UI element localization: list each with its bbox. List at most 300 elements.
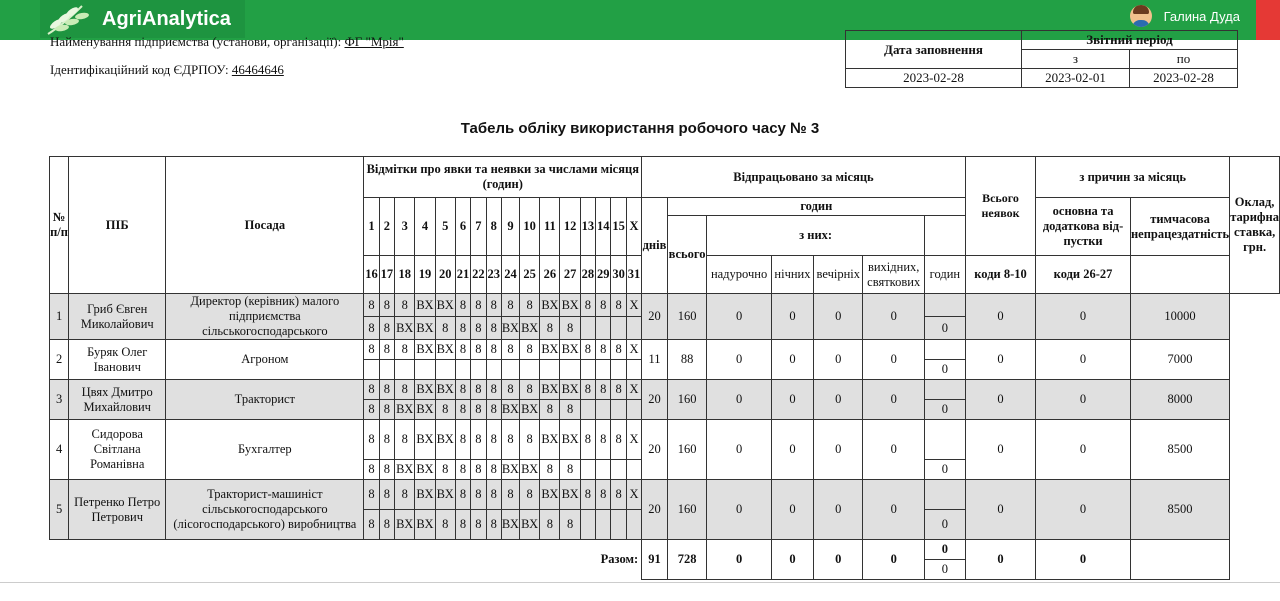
day-mark (611, 510, 626, 540)
day-mark: 8 (596, 480, 611, 510)
day-mark: ВХ (560, 420, 580, 460)
salary: 8000 (1130, 380, 1229, 420)
day-mark: 8 (486, 340, 501, 360)
totals-salary (1130, 540, 1229, 580)
day-mark (580, 317, 595, 340)
day-mark (580, 360, 595, 380)
page-divider (0, 582, 1280, 583)
worked-total: 160 (667, 380, 706, 420)
day-21: 21 (455, 256, 470, 294)
day-mark: 8 (364, 380, 379, 400)
day-mark: ВХ (540, 420, 560, 460)
day-5: 5 (435, 198, 455, 256)
logout-button[interactable] (1256, 0, 1280, 40)
totals-evening: 0 (814, 540, 863, 580)
day-mark: 8 (455, 294, 470, 317)
day-mark: 8 (471, 380, 486, 400)
vacation-days: 0 (965, 294, 1035, 340)
totals-vacation: 0 (965, 540, 1035, 580)
page-title: Табель обліку використання робочого часу № 3 (460, 120, 820, 137)
day-mark: 8 (611, 420, 626, 460)
day-mark: 8 (540, 317, 560, 340)
day-3: 3 (395, 198, 415, 256)
day-mark: 8 (596, 380, 611, 400)
col-night: нічних (771, 256, 813, 294)
day-mark: 8 (580, 294, 595, 317)
day-mark (415, 360, 435, 380)
absent-days: 0 (924, 317, 965, 340)
col-hours: годин (667, 198, 965, 216)
totals-total: 728 (667, 540, 706, 580)
day-mark: 8 (455, 460, 470, 480)
row-num: 4 (50, 420, 69, 480)
day-mark: ВХ (501, 317, 519, 340)
col-marks: Відмітки про явки та неявки за числами місяця (годин) (364, 157, 642, 198)
day-mark: 8 (519, 340, 539, 360)
day-mark: ВХ (415, 317, 435, 340)
absent-hours (924, 340, 965, 360)
totals-overtime: 0 (707, 540, 772, 580)
user-name: Галина Дуда (1163, 8, 1240, 24)
col-evening: вечірніх (814, 256, 863, 294)
day-mark: 8 (596, 340, 611, 360)
day-mark: 8 (435, 400, 455, 420)
day-mark: 8 (471, 510, 486, 540)
day-mark: 8 (471, 317, 486, 340)
day-mark: 8 (364, 510, 379, 540)
day-29: 29 (596, 256, 611, 294)
day-mark: 8 (486, 510, 501, 540)
row-num: 3 (50, 380, 69, 420)
day-mark: 8 (455, 480, 470, 510)
day-mark: ВХ (560, 340, 580, 360)
worked-overtime: 0 (707, 420, 772, 480)
day-mark (471, 360, 486, 380)
table-row (50, 340, 1280, 360)
day-mark: 8 (471, 294, 486, 317)
day-28: 28 (580, 256, 595, 294)
day-mark: 8 (455, 510, 470, 540)
worked-total: 160 (667, 294, 706, 340)
day-mark: 8 (395, 480, 415, 510)
day-mark (626, 317, 641, 340)
worked-evening: 0 (814, 480, 863, 540)
day-19: 19 (415, 256, 435, 294)
employee-position: Директор (керівник) малого підприємства сільськогосподарського (166, 294, 364, 340)
day-mark: ВХ (560, 480, 580, 510)
day-mark: ВХ (395, 317, 415, 340)
day-mark: 8 (364, 400, 379, 420)
col-salary: Оклад, тарифна ставка, грн. (1230, 157, 1280, 294)
day-mark: 8 (471, 340, 486, 360)
day-13: 13 (580, 198, 595, 256)
day-mark: 8 (379, 294, 394, 317)
employee-name: Цвях Дмитро Михайлович (69, 380, 166, 420)
totals-sick: 0 (1036, 540, 1131, 580)
day-mark (560, 360, 580, 380)
day-mark: 8 (379, 400, 394, 420)
day-14: 14 (596, 198, 611, 256)
worked-evening: 0 (814, 380, 863, 420)
table-row (50, 420, 1280, 460)
day-25: 25 (519, 256, 539, 294)
day-20: 20 (435, 256, 455, 294)
day-22: 22 (471, 256, 486, 294)
worked-weekend: 0 (863, 480, 924, 540)
day-mark (611, 460, 626, 480)
day-mark: ВХ (435, 480, 455, 510)
absent-days: 0 (924, 460, 965, 480)
day-7: 7 (471, 198, 486, 256)
day-x: Х (626, 198, 641, 256)
day-mark (580, 510, 595, 540)
day-2: 2 (379, 198, 394, 256)
day-mark: 8 (519, 420, 539, 460)
day-mark: ВХ (560, 294, 580, 317)
employee-position: Агроном (166, 340, 364, 380)
day-mark: Х (626, 480, 641, 510)
day-mark: 8 (580, 380, 595, 400)
totals-days: 91 (642, 540, 668, 580)
day-mark: 8 (560, 510, 580, 540)
day-mark: 8 (580, 340, 595, 360)
worked-days: 20 (642, 420, 668, 480)
fill-date-label: Дата заповнення (846, 31, 1022, 69)
day-mark: 8 (501, 340, 519, 360)
day-mark: 8 (471, 480, 486, 510)
app-name: AgriAnalytica (102, 7, 231, 30)
org-code-line (50, 62, 284, 78)
org-code-label: Ідентифікаційний код ЄДРПОУ: (50, 62, 229, 77)
from-label: з (1022, 50, 1130, 69)
worked-days: 11 (642, 340, 668, 380)
day-mark: 8 (611, 294, 626, 317)
employee-position: Тракторист (166, 380, 364, 420)
wheat-logo-icon (42, 2, 98, 36)
day-mark (611, 400, 626, 420)
day-mark (580, 400, 595, 420)
period-from-value: 2023-02-01 (1022, 69, 1130, 88)
day-mark: 8 (596, 420, 611, 460)
worked-total: 160 (667, 420, 706, 480)
col-vacation: основна та додаткова від-пустки (1036, 198, 1131, 256)
day-mark: ВХ (540, 340, 560, 360)
day-mark: 8 (455, 420, 470, 460)
day-mark: ВХ (415, 400, 435, 420)
row-num: 5 (50, 480, 69, 540)
day-mark: ВХ (501, 460, 519, 480)
day-mark: ВХ (395, 510, 415, 540)
day-mark (626, 510, 641, 540)
day-mark: 8 (611, 380, 626, 400)
worked-evening: 0 (814, 420, 863, 480)
day-11: 11 (540, 198, 560, 256)
day-mark: 8 (560, 460, 580, 480)
day-mark: 8 (379, 420, 394, 460)
worked-overtime: 0 (707, 480, 772, 540)
worked-days: 20 (642, 294, 668, 340)
worked-night: 0 (771, 480, 813, 540)
day-30: 30 (611, 256, 626, 294)
day-mark: 8 (540, 460, 560, 480)
worked-total: 88 (667, 340, 706, 380)
totals-absent-days: 0 (924, 560, 965, 580)
absent-hours (924, 420, 965, 460)
day-mark: 8 (455, 317, 470, 340)
day-8: 8 (486, 198, 501, 256)
day-mark (611, 317, 626, 340)
day-mark (596, 460, 611, 480)
app-logo[interactable] (40, 0, 245, 38)
day-18: 18 (395, 256, 415, 294)
day-mark: 8 (364, 480, 379, 510)
day-mark: 8 (580, 480, 595, 510)
salary: 10000 (1130, 294, 1229, 340)
col-num: № п/п (50, 157, 69, 294)
day-mark: ВХ (560, 380, 580, 400)
worked-overtime: 0 (707, 380, 772, 420)
day-mark: 8 (471, 420, 486, 460)
org-name-label: Найменування підприємства (установи, організації): (50, 34, 342, 49)
salary: 8500 (1130, 420, 1229, 480)
day-mark: ВХ (415, 294, 435, 317)
vacation-days: 0 (965, 340, 1035, 380)
col-days: днів (642, 198, 668, 294)
day-mark: ВХ (519, 460, 539, 480)
day-mark: 8 (395, 380, 415, 400)
day-mark (519, 360, 539, 380)
day-15: 15 (611, 198, 626, 256)
day-26: 26 (540, 256, 560, 294)
day-mark: 8 (560, 317, 580, 340)
day-mark: 8 (596, 294, 611, 317)
report-period-label: Звітний період (1022, 31, 1238, 50)
totals-absent-hours: 0 (924, 540, 965, 560)
absent-days: 0 (924, 400, 965, 420)
day-mark: ВХ (435, 420, 455, 460)
day-mark: 8 (519, 380, 539, 400)
day-mark: 8 (455, 340, 470, 360)
timesheet-table (49, 156, 1280, 580)
day-mark: 8 (486, 420, 501, 460)
period-to-value: 2023-02-28 (1130, 69, 1238, 88)
day-mark (379, 360, 394, 380)
employee-name: Сидорова Світлана Романівна (69, 420, 166, 480)
col-name: ПІБ (69, 157, 166, 294)
day-mark (626, 400, 641, 420)
worked-weekend: 0 (863, 380, 924, 420)
day-mark (626, 460, 641, 480)
day-mark (395, 360, 415, 380)
absent-days: 0 (924, 510, 965, 540)
vacation-days: 0 (965, 480, 1035, 540)
sick-days: 0 (1036, 480, 1131, 540)
avatar (1130, 5, 1152, 27)
day-mark: ВХ (540, 380, 560, 400)
day-mark: 8 (379, 510, 394, 540)
col-vacation-codes: коди 8-10 (965, 256, 1035, 294)
day-mark (501, 360, 519, 380)
day-mark: 8 (435, 510, 455, 540)
worked-night: 0 (771, 294, 813, 340)
day-mark: 8 (379, 317, 394, 340)
day-mark: 8 (379, 460, 394, 480)
day-mark: 8 (611, 340, 626, 360)
table-row (50, 294, 1280, 317)
user-menu[interactable] (1130, 3, 1240, 29)
day-mark (596, 510, 611, 540)
day-mark: 8 (364, 460, 379, 480)
day-mark: 8 (486, 400, 501, 420)
day-mark (596, 317, 611, 340)
worked-days: 20 (642, 480, 668, 540)
col-position: Посада (166, 157, 364, 294)
worked-days: 20 (642, 380, 668, 420)
employee-name: Петренко Петро Петрович (69, 480, 166, 540)
day-mark (611, 360, 626, 380)
employee-name: Буряк Олег Іванович (69, 340, 166, 380)
totals-night: 0 (771, 540, 813, 580)
totals-weekend: 0 (863, 540, 924, 580)
day-mark: ВХ (501, 400, 519, 420)
day-mark: 8 (501, 380, 519, 400)
day-mark: 8 (455, 380, 470, 400)
salary: 8500 (1130, 480, 1229, 540)
day-mark: ВХ (395, 400, 415, 420)
worked-night: 0 (771, 340, 813, 380)
employee-position: Тракторист-машиніст сільськогосподарського (лісогосподарського) виробництва (166, 480, 364, 540)
day-mark: ВХ (501, 510, 519, 540)
day-mark (580, 460, 595, 480)
day-mark: ВХ (519, 510, 539, 540)
day-mark: Х (626, 294, 641, 317)
day-31: 31 (626, 256, 641, 294)
day-mark (626, 360, 641, 380)
row-num: 2 (50, 340, 69, 380)
day-mark: 8 (519, 294, 539, 317)
table-row (50, 480, 1280, 510)
day-mark (596, 360, 611, 380)
col-sick: тимчасова непрацездатність (1130, 198, 1229, 256)
worked-evening: 0 (814, 294, 863, 340)
worked-total: 160 (667, 480, 706, 540)
sick-days: 0 (1036, 340, 1131, 380)
day-mark: 8 (395, 294, 415, 317)
day-mark: 8 (471, 400, 486, 420)
absent-hours (924, 294, 965, 317)
day-mark: 8 (486, 294, 501, 317)
worked-night: 0 (771, 420, 813, 480)
org-name-value: ФГ "Мрія" (344, 34, 404, 49)
col-total: всього (667, 216, 706, 294)
day-mark (486, 360, 501, 380)
day-mark: 8 (379, 380, 394, 400)
day-mark: ВХ (415, 460, 435, 480)
day-17: 17 (379, 256, 394, 294)
day-mark: ВХ (415, 340, 435, 360)
day-mark: ВХ (435, 340, 455, 360)
day-mark: 8 (560, 400, 580, 420)
day-mark: Х (626, 380, 641, 400)
sick-days: 0 (1036, 420, 1131, 480)
employee-position: Бухгалтер (166, 420, 364, 480)
table-row (50, 380, 1280, 400)
day-mark: 8 (471, 460, 486, 480)
day-mark: 8 (486, 380, 501, 400)
day-mark: 8 (580, 420, 595, 460)
day-mark (435, 360, 455, 380)
day-mark: 8 (540, 510, 560, 540)
day-10: 10 (519, 198, 539, 256)
day-mark: ВХ (415, 420, 435, 460)
day-mark: 8 (501, 294, 519, 317)
day-mark: ВХ (415, 380, 435, 400)
day-6: 6 (455, 198, 470, 256)
day-1: 1 (364, 198, 379, 256)
col-sick-codes: коди 26-27 (1036, 256, 1131, 294)
day-mark: 8 (364, 317, 379, 340)
vacation-days: 0 (965, 380, 1035, 420)
day-mark: 8 (395, 420, 415, 460)
org-name-line (50, 34, 404, 50)
worked-weekend: 0 (863, 340, 924, 380)
worked-night: 0 (771, 380, 813, 420)
col-worked: Відпрацьовано за місяць (642, 157, 966, 198)
fill-date-value: 2023-02-28 (846, 69, 1022, 88)
day-mark: 8 (501, 420, 519, 460)
day-mark: ВХ (435, 294, 455, 317)
day-mark: ВХ (415, 510, 435, 540)
col-absent-hours: годин (924, 256, 965, 294)
row-num: 1 (50, 294, 69, 340)
worked-overtime: 0 (707, 294, 772, 340)
day-mark: ВХ (540, 294, 560, 317)
day-mark: ВХ (519, 317, 539, 340)
day-mark: 8 (486, 317, 501, 340)
sick-days: 0 (1036, 294, 1131, 340)
worked-overtime: 0 (707, 340, 772, 380)
day-27: 27 (560, 256, 580, 294)
day-mark (364, 360, 379, 380)
day-4: 4 (415, 198, 435, 256)
col-overtime: надурочно (707, 256, 772, 294)
vacation-days: 0 (965, 420, 1035, 480)
totals-label: Разом: (600, 552, 639, 567)
day-mark: ВХ (435, 380, 455, 400)
absent-hours (924, 480, 965, 510)
day-mark: 8 (435, 460, 455, 480)
day-mark: 8 (519, 480, 539, 510)
col-reasons: з причин за місяць (1036, 157, 1230, 198)
day-mark: ВХ (519, 400, 539, 420)
sick-days: 0 (1036, 380, 1131, 420)
salary: 7000 (1130, 340, 1229, 380)
day-mark: ВХ (540, 480, 560, 510)
day-mark: 8 (395, 340, 415, 360)
day-12: 12 (560, 198, 580, 256)
day-mark: 8 (455, 400, 470, 420)
day-mark: Х (626, 340, 641, 360)
day-mark: 8 (540, 400, 560, 420)
day-24: 24 (501, 256, 519, 294)
period-table (845, 30, 1238, 88)
day-mark: 8 (364, 294, 379, 317)
org-code-value: 46464646 (231, 62, 284, 77)
day-mark (596, 400, 611, 420)
day-23: 23 (486, 256, 501, 294)
day-mark (455, 360, 470, 380)
employee-name: Гриб Євген Миколайович (69, 294, 166, 340)
